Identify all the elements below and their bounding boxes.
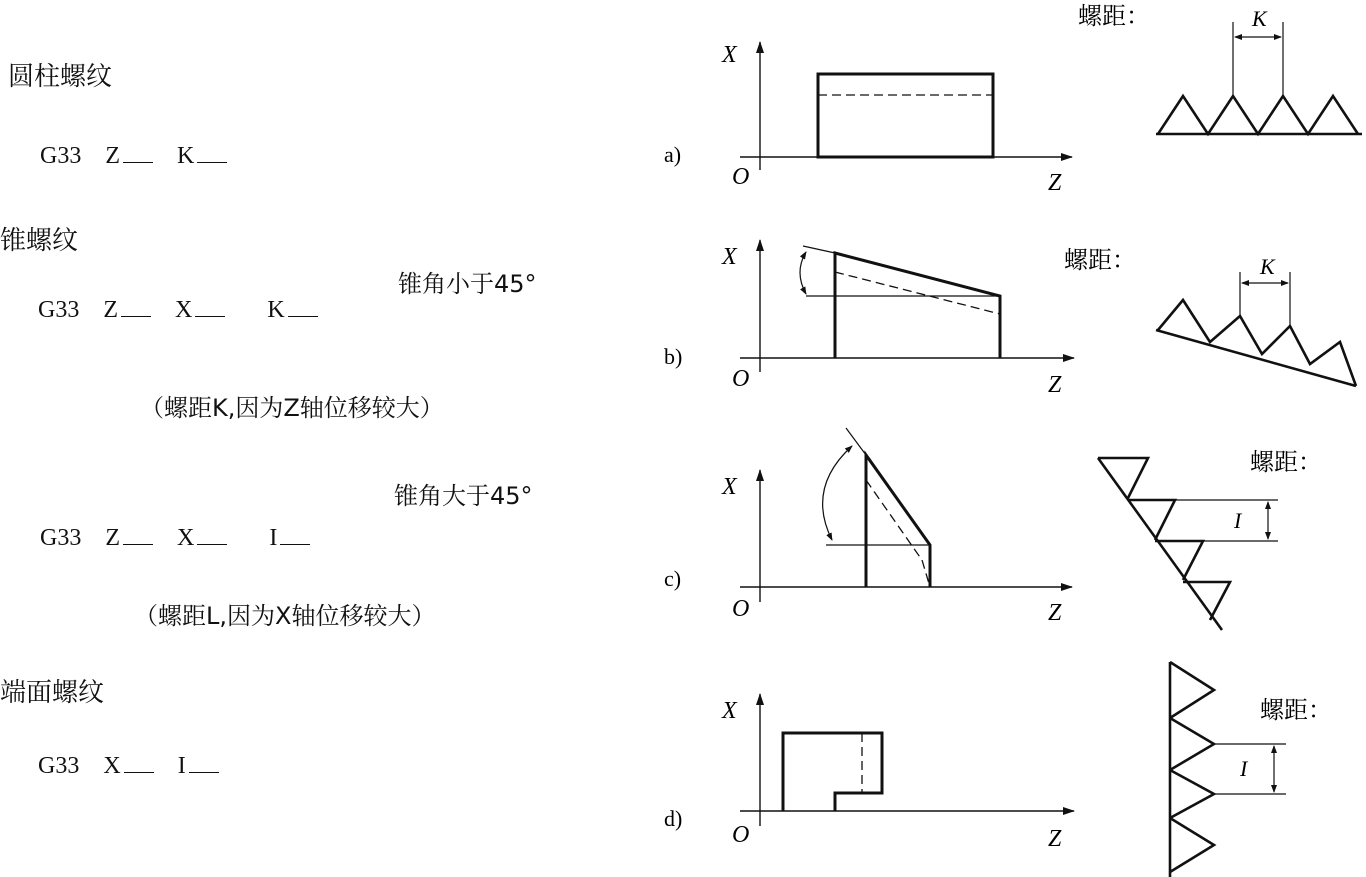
- code-param-i: I: [177, 753, 186, 779]
- code-command: G33: [40, 525, 82, 551]
- taper-large-angle-note: 锥角大于45°: [394, 482, 533, 510]
- x-axis-label: X: [722, 244, 737, 270]
- pitch-title: 螺距：: [1078, 2, 1150, 30]
- code-param-i: I: [269, 525, 278, 551]
- thread-base: [1098, 458, 1222, 630]
- origin-label: O: [732, 596, 750, 622]
- cylindrical-thread-title: 圆柱螺纹: [8, 62, 113, 92]
- diagram-label: b): [664, 344, 683, 369]
- thread-teeth: [1170, 718, 1214, 770]
- diagram-label: a): [664, 142, 682, 167]
- origin-label: O: [732, 366, 750, 392]
- pitch-title: 螺距：: [1250, 448, 1322, 476]
- pitch-symbol: I: [1240, 756, 1248, 781]
- x-axis-label: X: [722, 698, 737, 724]
- taper-small-paren-note: （螺距K,因为Z轴位移较大）: [140, 394, 444, 422]
- pitch-title: 螺距：: [1064, 246, 1136, 274]
- z-axis-label: Z: [1048, 600, 1062, 626]
- code-param-k: K: [267, 297, 285, 323]
- code-param-k: K: [177, 143, 195, 169]
- code-param-z: Z: [105, 143, 121, 169]
- taper-large-paren-note: （螺距L,因为X轴位移较大）: [134, 602, 436, 630]
- thread-teeth: [1170, 770, 1214, 818]
- z-axis-label: Z: [1048, 170, 1062, 196]
- x-axis-label: X: [722, 42, 737, 68]
- diagram-d: [664, 662, 1332, 877]
- code-command: G33: [40, 143, 82, 169]
- workpiece-outline: [866, 455, 930, 587]
- code-command: G33: [38, 753, 80, 779]
- code-param-z: Z: [103, 297, 119, 323]
- diagram-label: c): [664, 566, 682, 591]
- x-axis-label: X: [722, 474, 737, 500]
- diagram-label: d): [664, 806, 683, 831]
- diagram-b: [664, 240, 1356, 398]
- workpiece-outline: [818, 74, 993, 157]
- origin-label: O: [732, 822, 750, 848]
- taper-thread-title: 锥螺纹: [0, 226, 79, 256]
- thread-base: [1156, 330, 1356, 386]
- origin-label: O: [732, 164, 750, 190]
- pitch-symbol: K: [1260, 254, 1275, 279]
- code-param-z: Z: [105, 525, 121, 551]
- code-param-x: X: [177, 525, 195, 551]
- code-param-x: X: [175, 297, 193, 323]
- diagram-c: [664, 428, 1322, 630]
- pitch-symbol: I: [1234, 508, 1242, 533]
- workpiece-outline: [835, 253, 1000, 358]
- thread-root-line: [835, 272, 1000, 314]
- z-axis-label: Z: [1048, 372, 1062, 398]
- face-thread-title: 端面螺纹: [0, 678, 105, 708]
- diagram-a: [664, 2, 1362, 196]
- code-param-x: X: [103, 753, 121, 779]
- thread-teeth: [1170, 662, 1214, 718]
- workpiece-outline: [783, 733, 882, 811]
- taper-extension-line: [846, 428, 866, 455]
- pitch-symbol: K: [1252, 6, 1267, 31]
- z-axis-label: Z: [1048, 826, 1062, 852]
- thread-teeth: [1170, 818, 1214, 872]
- thread-teeth: [1158, 96, 1358, 134]
- pitch-title: 螺距：: [1260, 696, 1332, 724]
- code-command: G33: [38, 297, 80, 323]
- taper-extension-line: [803, 246, 835, 253]
- thread-teeth: [1158, 300, 1356, 386]
- taper-angle-arc: [800, 252, 806, 294]
- taper-small-angle-note: 锥角小于45°: [398, 270, 537, 298]
- taper-angle-arc: [823, 446, 852, 540]
